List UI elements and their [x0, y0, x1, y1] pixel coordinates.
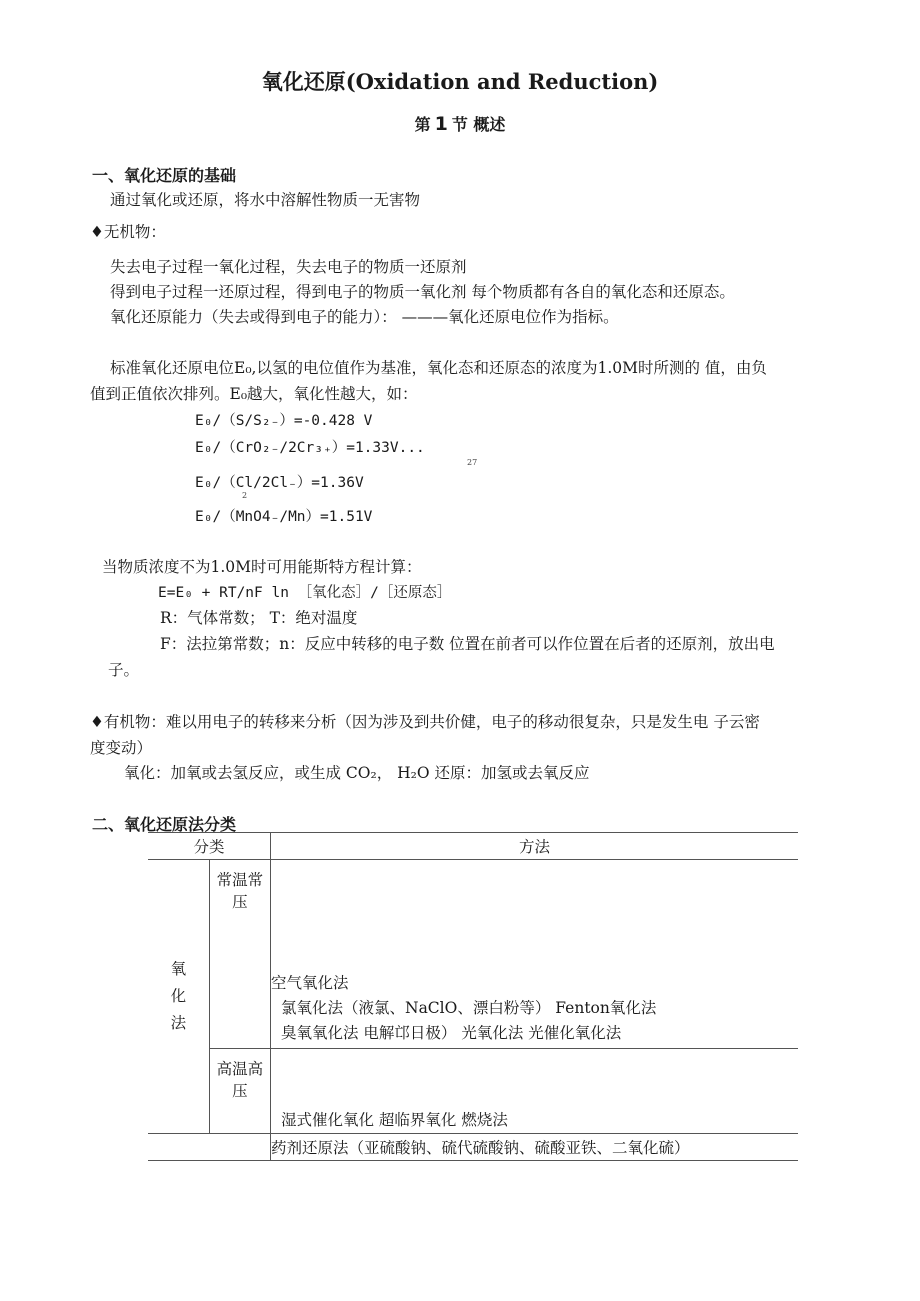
section-number: 1 [434, 113, 448, 135]
r-definition: R：气体常数； T：绝对温度 [160, 609, 358, 627]
methods-high [271, 1049, 799, 1134]
group-char-1: 氧 [170, 960, 187, 978]
f-definition-2: 子。 [108, 661, 140, 679]
empty-category-cell [148, 1134, 271, 1161]
inorganic-line-2: 得到电子过程一还原过程，得到电子的物质一氧化剂 每个物质都有各自的氧化态和还原态。 [110, 283, 735, 301]
group-char-2: 化 [170, 987, 187, 1005]
methods-normal [271, 860, 799, 1049]
part2-heading: 二、氧化还原法分类 [92, 815, 237, 834]
table-row [148, 860, 798, 1049]
table-header-row [148, 833, 798, 860]
header-category: 分类 [148, 833, 271, 860]
potential-cr: E₀/（CrO₂₋/2Cr₃₊）=1.33V... [195, 440, 425, 456]
method-chlorine: 氯氧化法（液氯、NaClO、漂白粉等） Fenton氧化法 [281, 999, 657, 1017]
table-row [148, 1134, 798, 1161]
section-suffix: 节 概述 [451, 115, 506, 134]
inorganic-label: ♦无机物： [90, 223, 166, 241]
nernst-intro: 当物质浓度不为1.0M时可用能斯特方程计算： [102, 558, 422, 576]
inorganic-line-3: 氧化还原能力（失去或得到电子的能力）： ———氧化还原电位作为指标。 [110, 308, 619, 326]
page-number: 27 [467, 458, 478, 467]
potential-cl: E₀/（Cl/2Cl₋）=1.36V [195, 475, 364, 491]
potential-s: E₀/（S/S₂₋）=-0.428 V [195, 413, 373, 429]
section-title [0, 112, 920, 135]
part1-heading: 一、氧化还原的基础 [92, 166, 237, 185]
category-normal: 常温常压 [209, 860, 270, 1049]
method-air: 空气氧化法 [271, 974, 349, 992]
classification-table [148, 832, 798, 1161]
group-char-3: 法 [170, 1014, 187, 1032]
header-method: 方法 [271, 833, 799, 860]
method-wet-catalytic: 湿式催化氧化 超临界氧化 燃烧法 [281, 1111, 508, 1129]
organic-line-3: 氧化：加氧或去氢反应，或生成 CO₂， H₂O 还原：加氢或去氧反应 [124, 764, 590, 782]
standard-potential-line-1: 标准氧化还原电位E₀,以氢的电位值作为基准，氧化态和还原态的浓度为1.0M时所测的 值，由负 [110, 359, 767, 377]
page-title: 氧化还原(Oxidation and Reduction) [261, 69, 659, 94]
method-ozone: 臭氧氧化法 电解邙日极） 光氧化法 光催化氧化法 [281, 1024, 622, 1042]
inorganic-line-1: 失去电子过程一氧化过程，失去电子的物质一还原剂 [110, 258, 467, 276]
potential-mn: E₀/（MnO4₋/Mn）=1.51V [195, 509, 373, 525]
f-definition-1: F：法拉第常数；n：反应中转移的电子数 位置在前者可以作位置在后者的还原剂，放出电 [160, 635, 775, 653]
subscript-note: 2 [242, 491, 248, 500]
section-prefix: 第 [414, 115, 431, 134]
part1-intro: 通过氧化或还原，将水中溶解性物质一无害物 [110, 191, 421, 209]
table-row [148, 1049, 798, 1134]
method-reduction: 药剂还原法（亚硫酸钠、硫代硫酸钠、硫酸亚铁、二氧化硫） [271, 1134, 799, 1161]
organic-line-1: ♦有机物：难以用电子的转移来分析（因为涉及到共价健，电子的移动很复杂，只是发生电 子云密 [90, 713, 760, 731]
nernst-equation: E=E₀ + RT/nF ln ［氧化态］/［还原态］ [158, 585, 452, 601]
category-high: 高温高压 [209, 1049, 270, 1134]
standard-potential-line-2: 值到正值依次排列。E₀越大，氧化性越大，如： [90, 385, 418, 403]
organic-line-2: 度变动） [90, 739, 153, 757]
oxidation-group-label [148, 860, 209, 1134]
